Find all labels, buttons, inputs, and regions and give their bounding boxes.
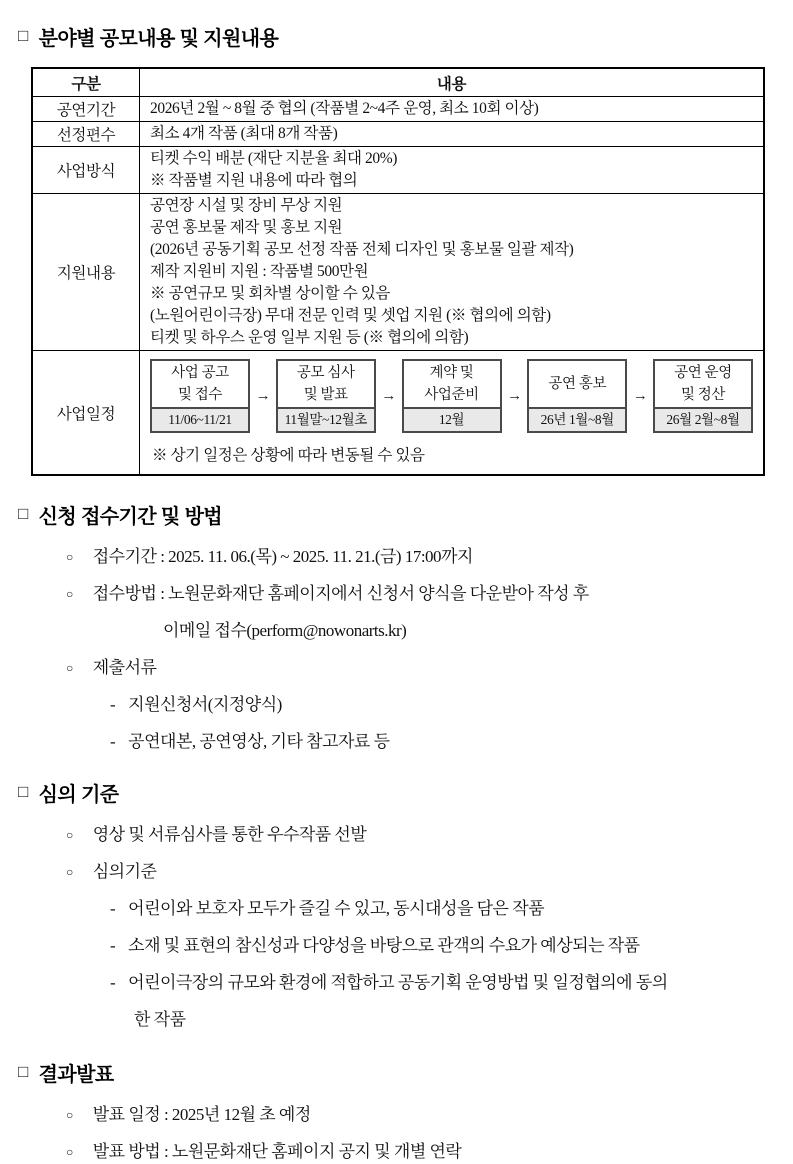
table-row bbox=[32, 194, 764, 351]
circle-bullet-icon: ○ bbox=[66, 661, 73, 675]
row-label-performance-period: 공연기간 bbox=[32, 97, 140, 122]
table-header-row bbox=[32, 68, 764, 97]
schedule-step-contract bbox=[402, 359, 502, 433]
step-label-line: 공모 심사 bbox=[296, 365, 355, 381]
list-item-criterion-2 bbox=[18, 934, 767, 958]
row-label-business-method: 사업방식 bbox=[32, 147, 140, 194]
section-title: 심의 기준 bbox=[38, 784, 119, 806]
dash-bullet-icon: - bbox=[110, 973, 116, 992]
table-content-line: (2026년 공동기획 공모 선정 작품 전체 디자인 및 홍보물 일괄 제작) bbox=[150, 241, 574, 258]
list-item-text: 한 작품 bbox=[134, 1010, 186, 1029]
dash-bullet-icon: - bbox=[110, 732, 116, 751]
list-item-text: 소재 및 표현의 참신성과 다양성을 바탕으로 관객의 수요가 예상되는 작품 bbox=[128, 936, 640, 955]
table-header-category: 구분 bbox=[32, 68, 140, 97]
dash-bullet-icon: - bbox=[110, 936, 116, 955]
section-title: 신청 접수기간 및 방법 bbox=[38, 506, 223, 528]
schedule-step-date: 26월 2월~8월 bbox=[655, 407, 751, 431]
list-item-criterion-1 bbox=[18, 897, 767, 921]
list-item-materials bbox=[18, 730, 767, 754]
list-item-text: 어린이와 보호자 모두가 즐길 수 있고, 동시대성을 담은 작품 bbox=[128, 899, 545, 918]
section-heading-review bbox=[18, 778, 767, 807]
square-bullet-icon: □ bbox=[18, 503, 28, 523]
list-item-text: 이메일 접수(perform@nowonarts.kr) bbox=[163, 621, 407, 640]
section-title: 결과발표 bbox=[38, 1064, 114, 1086]
row-label-schedule: 사업일정 bbox=[32, 351, 140, 476]
list-item-apply-method bbox=[18, 582, 767, 606]
schedule-step-announce bbox=[150, 359, 250, 433]
schedule-flowchart bbox=[150, 359, 753, 433]
list-item-text: 접수방법 : 노원문화재단 홈페이지에서 신청서 양식을 다운받아 작성 후 bbox=[92, 584, 589, 603]
step-label-line: 계약 및 bbox=[429, 365, 474, 381]
schedule-step-review bbox=[276, 359, 376, 433]
table-row bbox=[32, 97, 764, 122]
circle-bullet-icon: ○ bbox=[66, 587, 73, 601]
row-label-selection-count: 선정편수 bbox=[32, 122, 140, 147]
list-item-text: 지원신청서(지정양식) bbox=[128, 695, 282, 714]
list-item-text: 제출서류 bbox=[92, 658, 157, 677]
table-content-line: ※ 공연규모 및 회차별 상이할 수 있음 bbox=[150, 285, 390, 302]
schedule-step-date: 11월말~12월초 bbox=[278, 407, 374, 431]
square-bullet-icon: □ bbox=[18, 1061, 28, 1081]
table-content-line: 티켓 수익 배분 (재단 지분율 최대 20%) bbox=[150, 150, 398, 167]
arrow-right-icon: → bbox=[381, 387, 396, 404]
list-item-text: 영상 및 서류심사를 통한 우수작품 선발 bbox=[92, 825, 367, 844]
table-content-line: 2026년 2월 ~ 8월 중 협의 (작품별 2~4주 운영, 최소 10회 이상) bbox=[150, 100, 539, 117]
table-header-content: 내용 bbox=[140, 68, 765, 97]
list-item-text: 어린이극장의 규모와 환경에 적합하고 공동기획 운영방법 및 일정협의에 동의 bbox=[128, 973, 668, 992]
list-item-text: 심의기준 bbox=[92, 862, 157, 881]
arrow-right-icon: → bbox=[632, 387, 648, 404]
dash-bullet-icon: - bbox=[110, 695, 116, 714]
list-item-result-schedule bbox=[18, 1103, 767, 1127]
list-item-application-form bbox=[18, 693, 767, 717]
list-item-criterion-3-cont bbox=[18, 1008, 767, 1032]
circle-bullet-icon: ○ bbox=[66, 828, 73, 842]
list-item-apply-period bbox=[18, 545, 767, 569]
square-bullet-icon: □ bbox=[18, 25, 28, 45]
list-item-email bbox=[18, 619, 767, 643]
step-label-line: 및 접수 bbox=[177, 387, 223, 403]
step-label-line: 사업준비 bbox=[424, 387, 479, 403]
schedule-note: ※ 상기 일정은 상황에 따라 변동될 수 있음 bbox=[152, 447, 425, 464]
list-item-text: 접수기간 : 2025. 11. 06.(목) ~ 2025. 11. 21.(금) 17:00까지 bbox=[92, 547, 473, 566]
step-label-line: 및 발표 bbox=[303, 387, 348, 403]
schedule-step-date: 12월 bbox=[404, 407, 500, 431]
table-content-line: 공연 홍보물 제작 및 홍보 지원 bbox=[150, 219, 343, 236]
list-item-text: 공연대본, 공연영상, 기타 참고자료 등 bbox=[128, 732, 390, 751]
circle-bullet-icon: ○ bbox=[66, 550, 73, 564]
list-item-result-method bbox=[18, 1140, 767, 1164]
program-info-table bbox=[31, 67, 765, 476]
step-label-line: 및 정산 bbox=[680, 387, 726, 403]
list-item-documents bbox=[18, 656, 767, 680]
arrow-right-icon: → bbox=[255, 387, 271, 404]
square-bullet-icon: □ bbox=[18, 781, 28, 801]
section-heading-overview bbox=[18, 22, 767, 51]
schedule-step-date: 26년 1월~8월 bbox=[529, 407, 625, 431]
list-item-criterion-3 bbox=[18, 971, 767, 995]
circle-bullet-icon: ○ bbox=[66, 1108, 73, 1122]
circle-bullet-icon: ○ bbox=[66, 1145, 73, 1159]
list-item-criteria bbox=[18, 860, 767, 884]
section-title: 분야별 공모내용 및 지원내용 bbox=[38, 28, 279, 50]
dash-bullet-icon: - bbox=[110, 899, 116, 918]
section-heading-result bbox=[18, 1058, 767, 1087]
list-item-selection bbox=[18, 823, 767, 847]
table-content-line: 제작 지원비 지원 : 작품별 500만원 bbox=[150, 263, 369, 280]
step-label-line: 사업 공고 bbox=[171, 365, 229, 381]
table-content-line: ※ 작품별 지원 내용에 따라 협의 bbox=[150, 172, 358, 189]
table-row bbox=[32, 147, 764, 194]
circle-bullet-icon: ○ bbox=[66, 865, 73, 879]
step-label-line: 공연 운영 bbox=[674, 365, 732, 381]
table-content-line: 티켓 및 하우스 운영 일부 지원 등 (※ 협의에 의함) bbox=[150, 329, 469, 346]
table-content-line: (노원어린이극장) 무대 전문 인력 및 셋업 지원 (※ 협의에 의함) bbox=[150, 307, 551, 324]
row-label-support-content: 지원내용 bbox=[32, 194, 140, 351]
table-content-line: 공연장 시설 및 장비 무상 지원 bbox=[150, 197, 343, 214]
arrow-right-icon: → bbox=[507, 387, 522, 404]
list-item-text: 발표 방법 : 노원문화재단 홈페이지 공지 및 개별 연락 bbox=[92, 1142, 462, 1161]
table-content-line: 최소 4개 작품 (최대 8개 작품) bbox=[150, 125, 338, 142]
section-heading-apply bbox=[18, 500, 767, 529]
schedule-step-promotion bbox=[527, 359, 627, 433]
schedule-step-date: 11/06~11/21 bbox=[152, 407, 248, 431]
schedule-step-operation bbox=[653, 359, 753, 433]
step-label-line: 공연 홍보 bbox=[548, 376, 607, 392]
table-row bbox=[32, 122, 764, 147]
table-row-schedule bbox=[32, 351, 764, 476]
list-item-text: 발표 일정 : 2025년 12월 초 예정 bbox=[92, 1105, 311, 1124]
